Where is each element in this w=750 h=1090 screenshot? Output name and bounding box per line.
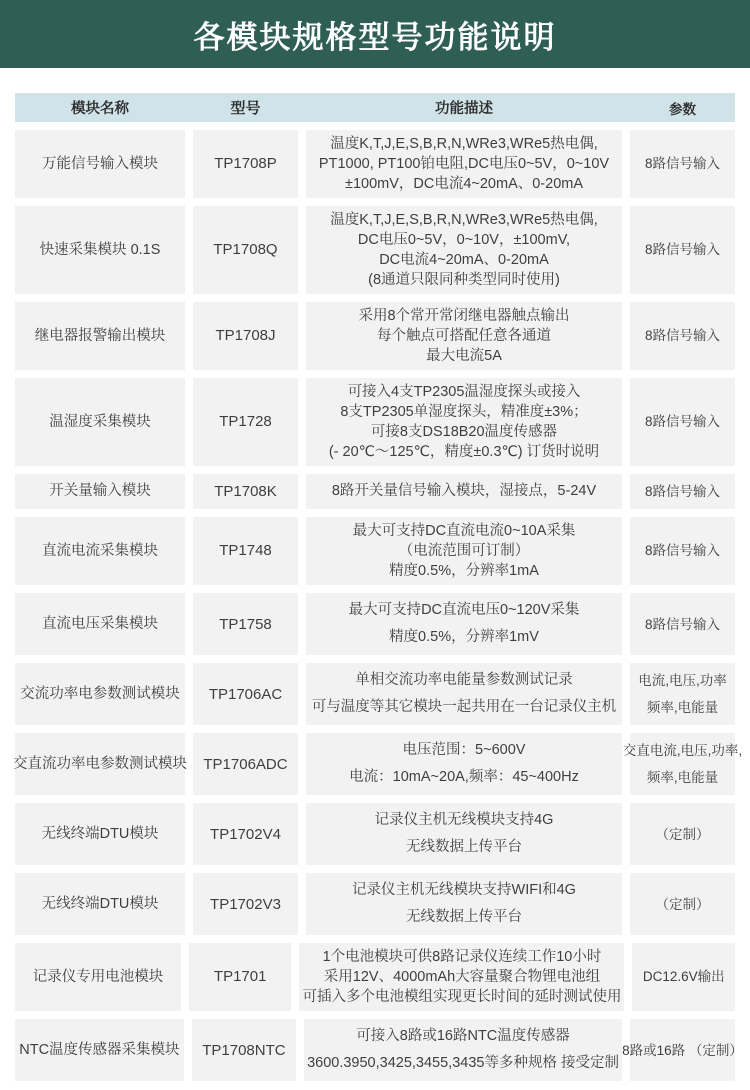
spec-table (0, 93, 750, 1081)
description-cell (306, 130, 622, 198)
text-line: TP1748 (219, 542, 272, 559)
text-line: 频率,电能量 (646, 700, 719, 715)
description-cell (306, 517, 622, 585)
text-line: 8路信号输入 (644, 328, 720, 343)
model-cell (193, 302, 298, 370)
params-cell (630, 302, 735, 370)
text-line: 可接入4支TP2305温湿度探头或接入 (347, 384, 581, 400)
column-header-module-name: 模块名称 (71, 101, 129, 117)
column-header-description: 功能描述 (435, 101, 493, 117)
text-line: 8支TP2305单湿度探头，精准度±3%； (340, 404, 588, 420)
text-line: PT1000, PT100铂电阻,DC电压0~5V，0~10V (318, 156, 610, 172)
text-line: TP1758 (219, 615, 272, 633)
text-line: (8通道只限同种类型同时使用) (368, 272, 560, 288)
table-row (15, 873, 735, 935)
table-row (15, 803, 735, 865)
module-name-cell (15, 130, 185, 198)
text-line: （定制） (655, 896, 710, 912)
module-name-cell (15, 733, 185, 795)
text-line: TP1728 (219, 413, 272, 430)
params-cell (622, 1019, 743, 1081)
text-line: 8路信号输入 (644, 543, 720, 558)
params-cell (630, 517, 735, 585)
text-line: DC电流4~20mA、0-20mA (379, 252, 549, 268)
text-line: 采用8个常开常闭继电器触点输出 (358, 308, 570, 324)
text-line: 电流：10mA~20A,频率：45~400Hz (349, 769, 579, 785)
module-name-cell (15, 206, 185, 294)
description-cell (306, 378, 622, 466)
text-line: 交流功率电参数测试模块 (20, 685, 180, 702)
model-cell (193, 733, 298, 795)
text-line: 继电器报警输出模块 (34, 328, 166, 344)
text-line: TP1708P (214, 155, 277, 172)
text-line: （定制） (655, 826, 710, 842)
description-cell (306, 206, 622, 294)
text-line: 8路信号输入 (644, 414, 720, 429)
text-line: 精度0.5%，分辨率1mV (389, 629, 539, 645)
text-line: 温度K,T,J,E,S,B,R,N,WRe3,WRe5热电偶, (330, 136, 598, 152)
params-cell (630, 593, 735, 655)
module-name-cell (15, 517, 185, 585)
text-line: TP1708NTC (202, 1041, 286, 1059)
description-cell (306, 733, 622, 795)
text-line: 记录仪主机无线模块支持4G (374, 812, 554, 828)
description-cell (306, 302, 622, 370)
text-line: 无线数据上传平台 (406, 839, 522, 855)
params-cell (630, 130, 735, 198)
text-line: TP1706ADC (203, 755, 288, 773)
description-cell (306, 803, 622, 865)
description-cell (306, 873, 622, 935)
text-line: 万能信号输入模块 (42, 156, 158, 172)
table-row (15, 474, 735, 509)
table-row (15, 130, 735, 198)
text-line: 8路信号输入 (644, 616, 720, 632)
model-cell (193, 130, 298, 198)
table-row (15, 206, 735, 294)
column-header-model: 型号 (230, 100, 261, 117)
table-row (15, 378, 735, 466)
page-title: 各模块规格型号功能说明 (193, 19, 557, 55)
module-name-cell (15, 378, 185, 466)
params-cell (630, 663, 735, 725)
model-cell (193, 593, 298, 655)
text-line: 频率,电能量 (646, 770, 719, 785)
description-cell (299, 943, 624, 1011)
module-name-cell (15, 302, 185, 370)
module-name-cell (15, 663, 185, 725)
text-line: 8路信号输入 (644, 156, 720, 171)
text-line: 无线终端DTU模块 (41, 825, 159, 842)
params-cell (630, 206, 735, 294)
model-cell (193, 378, 298, 466)
text-line: TP1701 (213, 968, 267, 985)
model-cell (193, 663, 298, 725)
table-header-row (15, 93, 735, 122)
text-line: 无线数据上传平台 (406, 909, 522, 925)
text-line: TP1702V4 (210, 825, 281, 843)
model-cell (189, 943, 292, 1011)
text-line: 8路开关量信号输入模块，湿接点，5-24V (331, 483, 597, 499)
text-line: NTC温度传感器采集模块 (19, 1041, 180, 1058)
model-cell (193, 474, 298, 509)
model-cell (193, 517, 298, 585)
text-line: TP1702V3 (210, 895, 281, 913)
text-line: （电流范围可订制） (398, 543, 530, 559)
text-line: 采用12V、4000mAh大容量聚合物锂电池组 (323, 969, 601, 985)
table-row (15, 663, 735, 725)
table-body (13, 130, 743, 1081)
text-line: 无线终端DTU模块 (41, 895, 159, 912)
model-cell (193, 803, 298, 865)
text-line: DC12.6V输出 (642, 969, 725, 984)
text-line: ±100mV，DC电流4~20mA、0-20mA (344, 176, 584, 192)
text-line: 电流,电压,功率 (638, 673, 727, 688)
column-header-params: 参数 (669, 101, 696, 117)
text-line: 直流电流采集模块 (42, 543, 158, 559)
text-line: (- 20℃～125℃，精度±0.3℃) 订货时说明 (328, 444, 600, 460)
description-cell (306, 593, 622, 655)
params-cell (622, 733, 743, 795)
text-line: DC电压0~5V，0~10V，±100mV, (357, 232, 571, 248)
text-line: 可接入8路或16路NTC温度传感器 (356, 1028, 570, 1044)
text-line: 1个电池模块可供8路记录仪连续工作10小时 (322, 949, 602, 965)
params-cell (630, 378, 735, 466)
text-line: 记录仪专用电池模块 (32, 969, 164, 985)
table-row (15, 1019, 743, 1081)
text-line: 最大可支持DC直流电压0~120V采集 (348, 602, 580, 618)
text-line: 最大可支持DC直流电流0~10A采集 (352, 523, 576, 539)
text-line: 最大电流5A (426, 348, 502, 364)
module-name-cell (15, 1019, 184, 1081)
text-line: 8路信号输入 (644, 484, 720, 499)
description-cell (304, 1019, 622, 1081)
params-cell (632, 943, 735, 1011)
text-line: 温度K,T,J,E,S,B,R,N,WRe3,WRe5热电偶, (330, 212, 598, 228)
table-row (13, 733, 743, 795)
text-line: 可接8支DS18B20温度传感器 (370, 424, 558, 440)
text-line: TP1706AC (208, 685, 283, 703)
text-line: 每个触点可搭配任意各通道 (377, 328, 551, 344)
description-cell (306, 663, 622, 725)
text-line: 可插入多个电池模组实现更长时间的延时测试使用 (302, 989, 622, 1005)
text-line: 快速采集模块 0.1S (39, 242, 161, 258)
text-line: 可与温度等其它模块一起共用在一台记录仪主机 (311, 699, 617, 715)
text-line: 电压范围：5~600V (402, 742, 526, 758)
text-line: 直流电压采集模块 (42, 615, 158, 632)
table-row (15, 593, 735, 655)
model-cell (193, 873, 298, 935)
module-name-cell (15, 474, 185, 509)
page-header (0, 0, 750, 68)
text-line: 8路或16路 （定制） (622, 1042, 743, 1058)
module-name-cell (15, 873, 185, 935)
text-line: 交直电流,电压,功率, (622, 743, 743, 758)
description-cell (306, 474, 622, 509)
text-line: 温湿度采集模块 (49, 414, 151, 430)
params-cell (630, 873, 735, 935)
text-line: TP1708J (215, 327, 276, 344)
module-name-cell (15, 943, 181, 1011)
table-row (15, 943, 735, 1011)
table-row (15, 302, 735, 370)
text-line: 交直流功率电参数测试模块 (13, 755, 187, 772)
text-line: TP1708K (214, 483, 277, 500)
params-cell (630, 803, 735, 865)
text-line: 8路信号输入 (644, 242, 720, 257)
model-cell (192, 1019, 296, 1081)
params-cell (630, 474, 735, 509)
text-line: 记录仪主机无线模块支持WIFI和4G (352, 882, 576, 898)
module-name-cell (15, 803, 185, 865)
table-row (15, 517, 735, 585)
module-name-cell (15, 593, 185, 655)
text-line: 精度0.5%，分辨率1mA (389, 563, 539, 579)
text-line: 单相交流功率电能量参数测试记录 (355, 672, 573, 688)
text-line: 开关量输入模块 (49, 483, 151, 499)
model-cell (193, 206, 298, 294)
text-line: 3600.3950,3425,3455,3435等多种规格 接受定制 (307, 1055, 619, 1071)
text-line: TP1708Q (213, 241, 278, 258)
